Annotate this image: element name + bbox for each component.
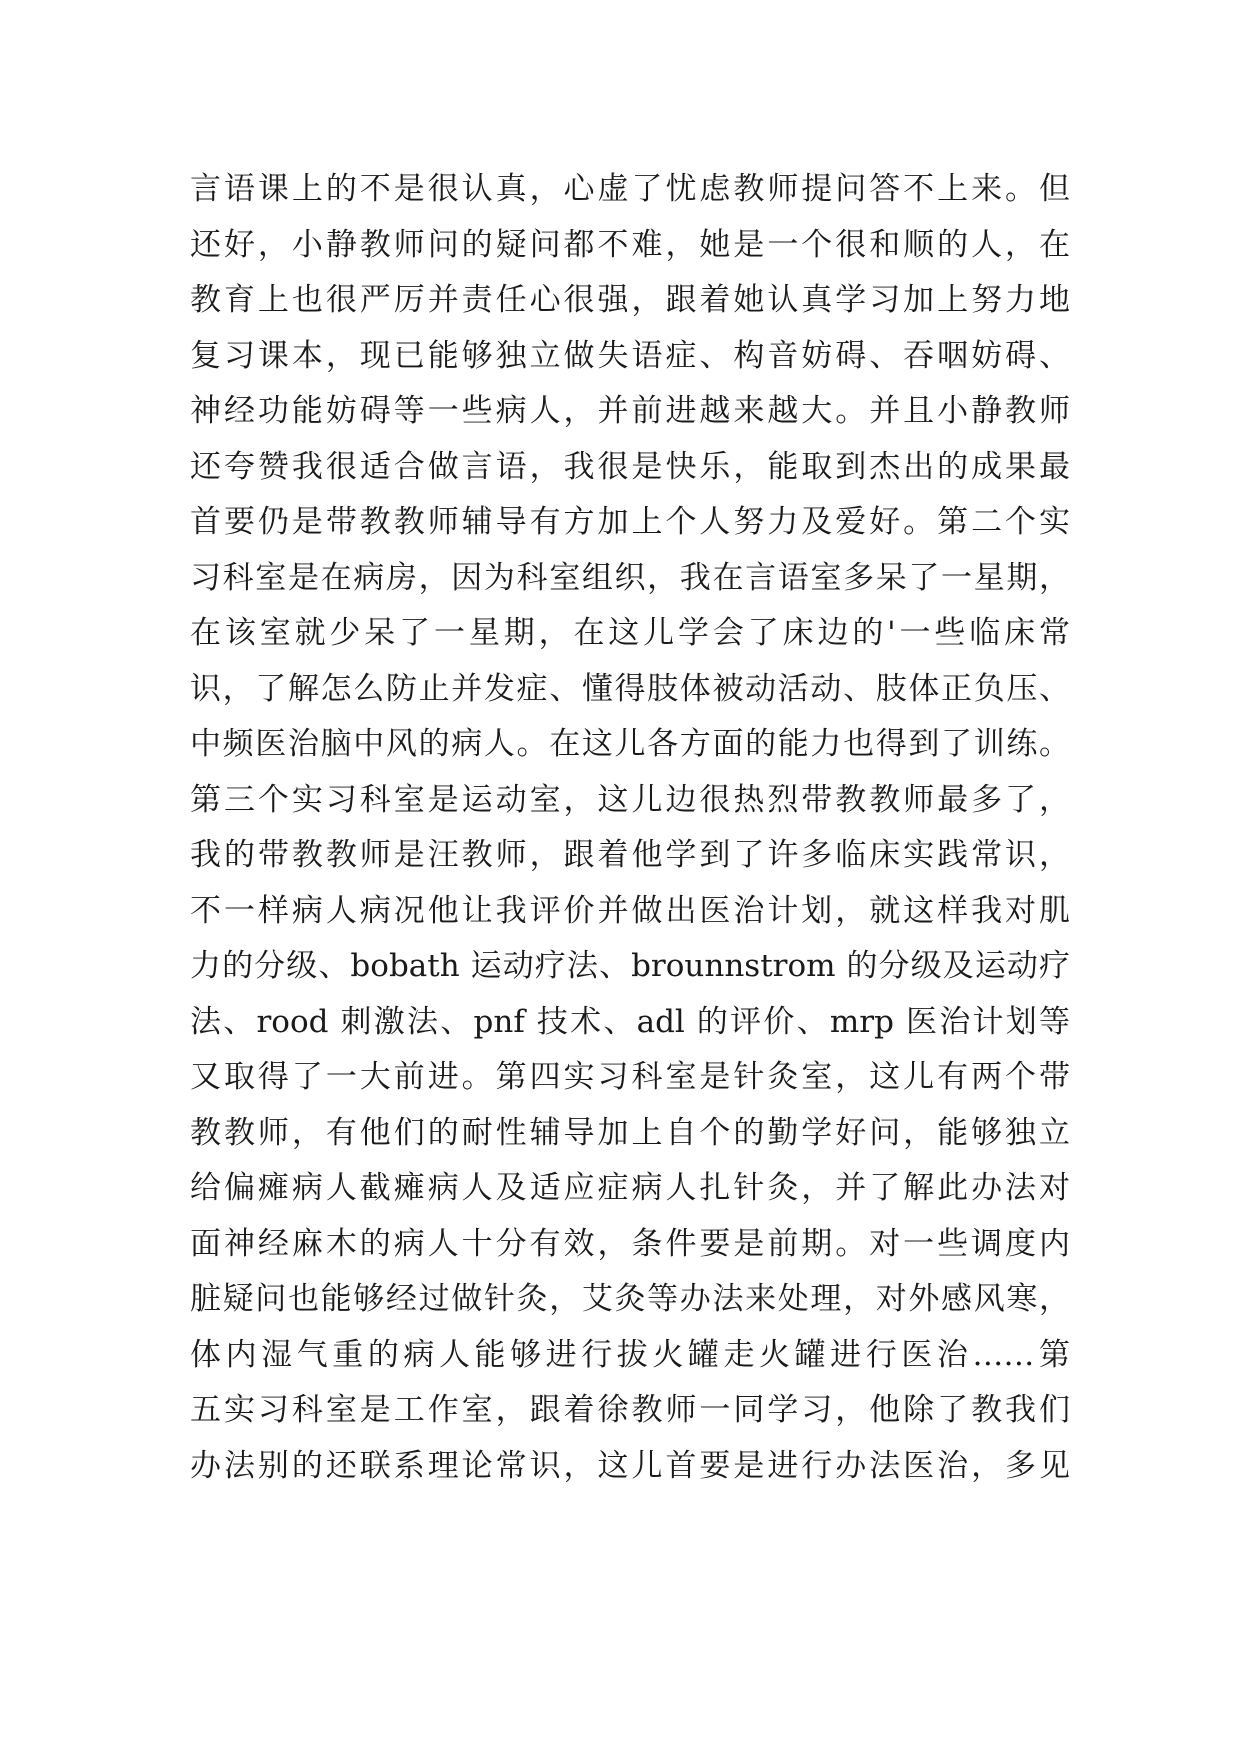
text-line: 还夸赞我很适合做言语，我很是快乐，能取到杰出的成果最 [190,448,1070,485]
text-line: 首要仍是带教教师辅导有方加上个人努力及爱好。第二个实 [190,504,1070,540]
text-line: 第三个实习科室是运动室，这儿边很热烈带教教师最多了， [190,781,1070,818]
text-line: 脏疑问也能够经过做针灸，艾灸等办法来处理，对外感风寒， [190,1281,1070,1317]
text-line: 复习课本，现已能够独立做失语症、构音妨碍、吞咽妨碍、 [190,337,1070,374]
text-line: 中频医治脑中风的病人。在这儿各方面的能力也得到了训练。 [190,726,1070,762]
body-text [190,162,1070,1494]
text-line: 又取得了一大前进。第四实习科室是针灸室，这儿有两个带 [190,1059,1070,1095]
text-line: 在该室就少呆了一星期，在这儿学会了床边的'一些临床常 [190,615,1070,651]
text-line: 我的带教教师是汪教师，跟着他学到了许多临床实践常识， [190,837,1070,873]
text-line: 五实习科室是工作室，跟着徐教师一同学习，他除了教我们 [190,1392,1070,1428]
text-line: 体内湿气重的病人能够进行拔火罐走火罐进行医治……第 [190,1336,1070,1373]
text-line: 给偏瘫病人截瘫病人及适应症病人扎针灸，并了解此办法对 [190,1170,1070,1206]
text-line: 力的分级、bobath 运动疗法、brounnstrom 的分级及运动疗 [190,948,1070,984]
text-line: 还好，小静教师问的疑问都不难，她是一个很和顺的人，在 [190,226,1070,263]
text-line: 不一样病人病况他让我评价并做出医治计划，就这样我对肌 [190,892,1070,929]
text-line: 面神经麻木的病人十分有效，条件要是前期。对一些调度内 [190,1225,1070,1262]
text-line: 神经功能妨碍等一些病人，并前进越来越大。并且小静教师 [190,393,1070,429]
text-line: 言语课上的不是很认真，心虚了忧虑教师提问答不上来。但 [190,171,1070,207]
text-line: 教教师，有他们的耐性辅导加上自个的勤学好问，能够独立 [190,1114,1070,1151]
text-line: 教育上也很严厉并责任心很强，跟着她认真学习加上努力地 [190,282,1070,318]
text-line: 识，了解怎么防止并发症、懂得肢体被动活动、肢体正负压、 [190,670,1070,707]
text-line: 办法别的还联系理论常识，这儿首要是进行办法医治，多见 [190,1447,1070,1484]
text-line: 习科室是在病房，因为科室组织，我在言语室多呆了一星期， [190,559,1070,596]
text-line: 法、rood 刺激法、pnf 技术、adl 的评价、mrp 医治计划等 [190,1003,1070,1040]
